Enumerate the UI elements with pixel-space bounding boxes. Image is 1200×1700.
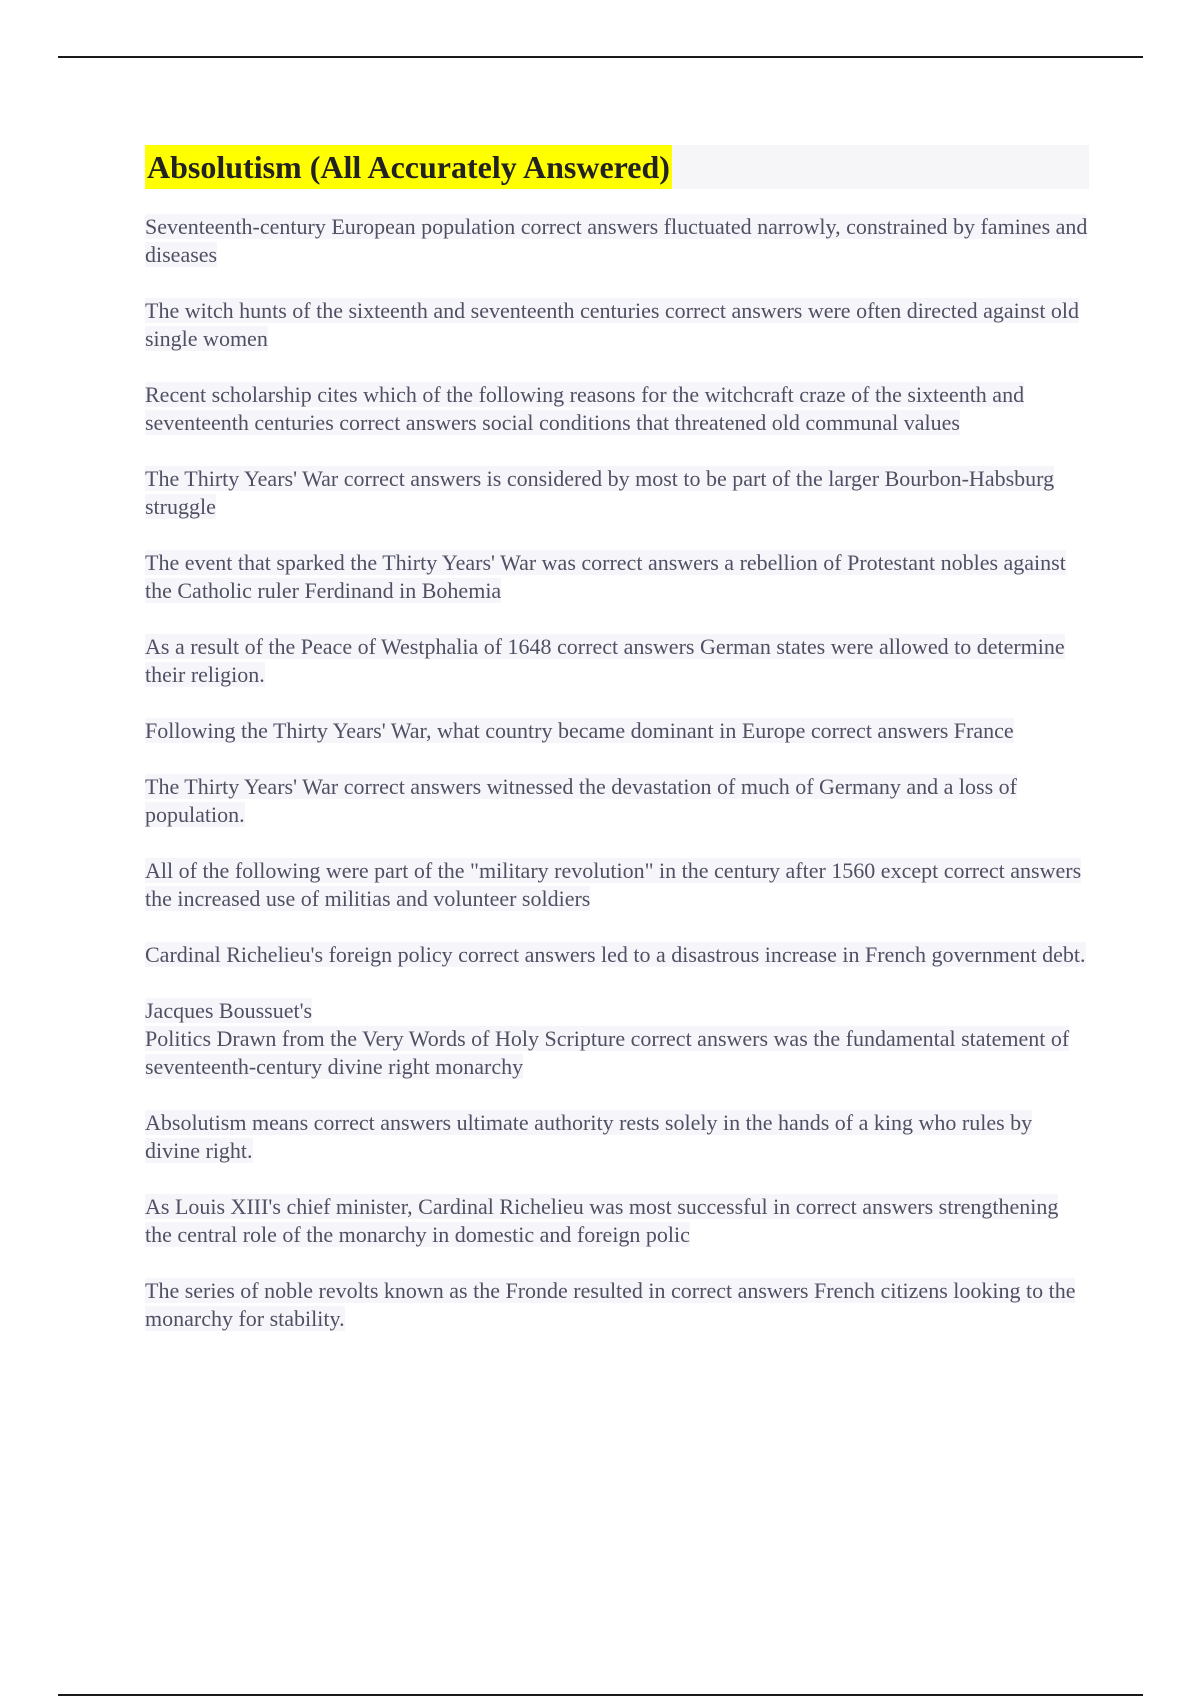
qa-item: [145, 1277, 1090, 1333]
qa-item: [145, 633, 1090, 689]
qa-text: As Louis XIII's chief minister, Cardinal Richelieu was most successful in correct answers strengthening the central role of the monarchy in domestic and foreign polic: [145, 1194, 1059, 1247]
qa-item: [145, 213, 1090, 269]
qa-text: As a result of the Peace of Westphalia of 1648 correct answers German states were allowed to determine their religion.: [145, 634, 1065, 687]
qa-text: The Thirty Years' War correct answers witnessed the devastation of much of Germany and a loss of population.: [145, 774, 1017, 827]
title-row: [145, 145, 1089, 189]
document-title: Absolutism (All Accurately Answered): [145, 145, 672, 189]
qa-item: [145, 997, 1090, 1081]
qa-list: [145, 213, 1090, 1361]
qa-text: Absolutism means correct answers ultimate authority rests solely in the hands of a king who rules by divine right.: [145, 1110, 1033, 1163]
qa-text: The event that sparked the Thirty Years' War was correct answers a rebellion of Protestant nobles against the Catholic ruler Ferdinand in Bohemia: [145, 550, 1066, 603]
qa-item: [145, 381, 1090, 437]
qa-item: [145, 773, 1090, 829]
qa-item: [145, 465, 1090, 521]
qa-text: Following the Thirty Years' War, what country became dominant in Europe correct answers France: [145, 718, 1014, 743]
qa-text: The series of noble revolts known as the Fronde resulted in correct answers French citizens looking to the monarchy for stability.: [145, 1278, 1076, 1331]
qa-text: Recent scholarship cites which of the following reasons for the witchcraft craze of the sixteenth and seventeenth centuries correct answers social conditions that threatened old communal values: [145, 382, 1025, 435]
qa-item: [145, 1193, 1090, 1249]
qa-text: The Thirty Years' War correct answers is considered by most to be part of the larger Bourbon-Habsburg struggle: [145, 466, 1055, 519]
qa-item: [145, 1109, 1090, 1165]
qa-text: The witch hunts of the sixteenth and seventeenth centuries correct answers were often directed against old single women: [145, 298, 1080, 351]
qa-item: [145, 297, 1090, 353]
top-rule: [58, 56, 1143, 58]
qa-item: [145, 941, 1090, 969]
qa-item: [145, 717, 1090, 745]
qa-text: Jacques Boussuet's Politics Drawn from the Very Words of Holy Scripture correct answers was the fundamental statement of seventeenth-century divine right monarchy: [145, 998, 1070, 1079]
qa-text: All of the following were part of the "military revolution" in the century after 1560 except correct answers the increased use of militias and volunteer soldiers: [145, 858, 1082, 911]
qa-item: [145, 857, 1090, 913]
qa-text: Seventeenth-century European population correct answers fluctuated narrowly, constrained by famines and diseases: [145, 214, 1088, 267]
qa-item: [145, 549, 1090, 605]
bottom-rule: [58, 1694, 1143, 1696]
qa-text: Cardinal Richelieu's foreign policy correct answers led to a disastrous increase in French government debt.: [145, 942, 1086, 967]
